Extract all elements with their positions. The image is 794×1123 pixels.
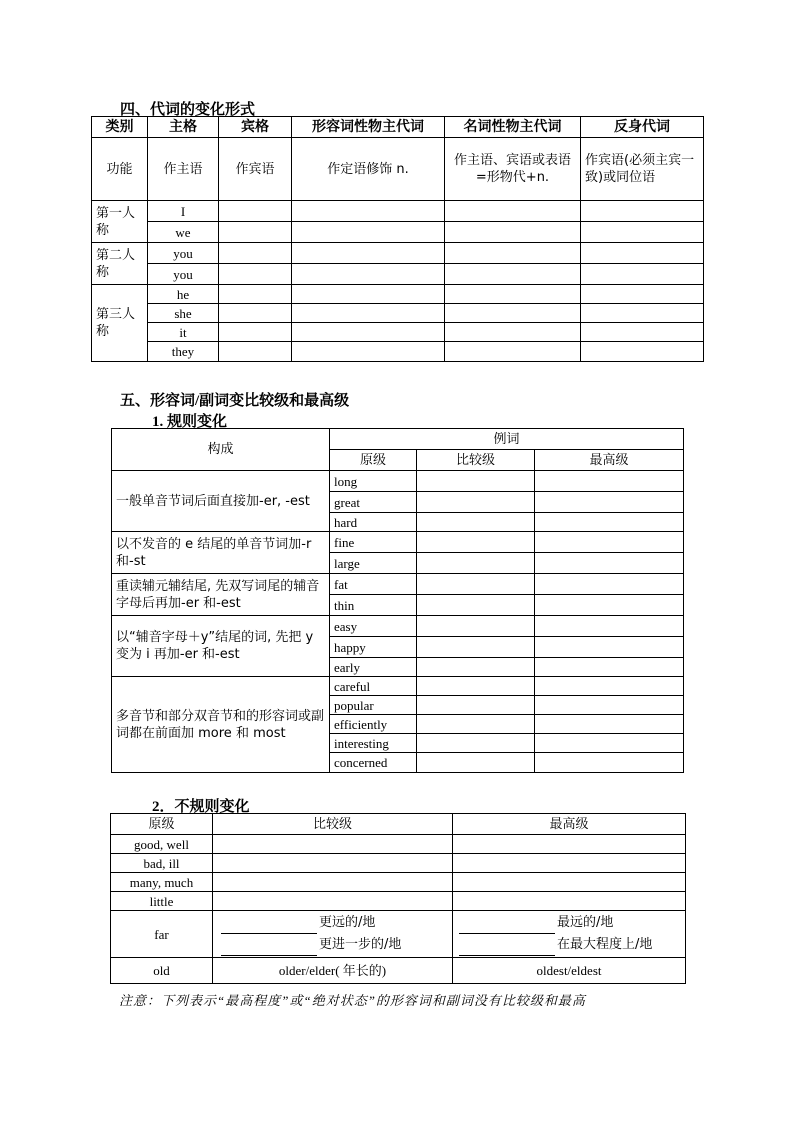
blank-cell xyxy=(213,835,453,854)
blank-cell xyxy=(219,304,292,323)
blank-cell xyxy=(581,323,704,342)
word-cell: thin xyxy=(330,595,417,616)
header-comparative: 比较级 xyxy=(417,450,535,471)
blank-cell xyxy=(417,658,535,677)
blank-cell xyxy=(535,492,684,513)
function-noun-possessive: 作主语、宾语或表语=形物代+n. xyxy=(445,138,581,201)
blank-cell xyxy=(535,637,684,658)
far-superlative-cell xyxy=(453,911,686,958)
pronoun-cell: you xyxy=(148,243,219,264)
blank-cell xyxy=(417,677,535,696)
word-cell: careful xyxy=(330,677,417,696)
irregular-base-cell: many, much xyxy=(111,873,213,892)
blank-cell xyxy=(581,243,704,264)
blank-cell xyxy=(535,696,684,715)
word-cell: great xyxy=(330,492,417,513)
pronoun-table xyxy=(91,116,704,362)
header-examples: 例词 xyxy=(330,429,684,450)
blank-cell xyxy=(535,513,684,532)
irregular-header-base: 原级 xyxy=(111,814,213,835)
header-form: 构成 xyxy=(112,429,330,471)
blank-cell xyxy=(417,753,535,773)
blank-cell xyxy=(445,222,581,243)
word-cell: hard xyxy=(330,513,417,532)
blank-cell xyxy=(417,715,535,734)
header-base: 原级 xyxy=(330,450,417,471)
blank-cell xyxy=(453,854,686,873)
word-cell: happy xyxy=(330,637,417,658)
irregular-subheading: 2．不规则变化 xyxy=(152,799,250,815)
note-text: 注意：下列表示“最高程度”或“绝对状态”的形容词和副词没有比较级和最高 xyxy=(119,993,586,1008)
blank-cell xyxy=(417,616,535,637)
blank-cell xyxy=(535,471,684,492)
irregular-header-superlative: 最高级 xyxy=(453,814,686,835)
pronoun-cell: you xyxy=(148,264,219,285)
pronoun-cell: I xyxy=(148,201,219,222)
blank-cell xyxy=(213,892,453,911)
blank-cell xyxy=(213,854,453,873)
regular-subheading: 1. 规则变化 xyxy=(152,414,228,430)
blank-cell xyxy=(453,873,686,892)
col-header-noun-possessive: 名词性物主代词 xyxy=(445,117,581,138)
blank-cell xyxy=(292,323,445,342)
old-superlative: oldest/eldest xyxy=(453,958,686,984)
irregular-base-old: old xyxy=(111,958,213,984)
far-comparative-1: 更远的/地 xyxy=(319,915,376,930)
col-header-objective: 宾格 xyxy=(219,117,292,138)
blank-cell xyxy=(417,637,535,658)
function-objective: 作宾语 xyxy=(219,138,292,201)
word-cell: easy xyxy=(330,616,417,637)
blank-cell xyxy=(292,285,445,304)
word-cell: efficiently xyxy=(330,715,417,734)
old-comparative: older/elder( 年长的) xyxy=(213,958,453,984)
blank-cell xyxy=(445,323,581,342)
blank-cell xyxy=(219,243,292,264)
col-header-category: 类别 xyxy=(92,117,148,138)
blank-cell xyxy=(535,658,684,677)
blank-cell xyxy=(219,285,292,304)
blank-cell xyxy=(292,222,445,243)
blank-cell xyxy=(292,342,445,362)
blank-cell xyxy=(581,285,704,304)
blank-cell xyxy=(453,892,686,911)
blank-cell xyxy=(417,532,535,553)
group-third-person: 第三人称 xyxy=(92,285,148,362)
header-superlative: 最高级 xyxy=(535,450,684,471)
function-adj-possessive: 作定语修饰 n. xyxy=(292,138,445,201)
function-nominative: 作主语 xyxy=(148,138,219,201)
blank-cell xyxy=(535,715,684,734)
blank-cell xyxy=(535,677,684,696)
word-cell: popular xyxy=(330,696,417,715)
blank-cell xyxy=(445,243,581,264)
blank-cell xyxy=(535,595,684,616)
blank-cell xyxy=(535,532,684,553)
blank-cell xyxy=(581,222,704,243)
regular-table xyxy=(111,428,684,773)
irregular-base-cell: little xyxy=(111,892,213,911)
fill-blank[interactable] xyxy=(459,919,555,934)
far-superlative-2: 在最大程度上/地 xyxy=(557,937,653,952)
word-cell: interesting xyxy=(330,734,417,753)
blank-cell xyxy=(213,873,453,892)
blank-cell xyxy=(445,264,581,285)
blank-cell xyxy=(417,734,535,753)
fill-blank[interactable] xyxy=(459,941,555,956)
blank-cell xyxy=(219,264,292,285)
blank-cell xyxy=(219,342,292,362)
blank-cell xyxy=(445,285,581,304)
blank-cell xyxy=(417,553,535,574)
pronoun-cell: it xyxy=(148,323,219,342)
word-cell: early xyxy=(330,658,417,677)
word-cell: fat xyxy=(330,574,417,595)
blank-cell xyxy=(417,696,535,715)
far-superlative-1: 最远的/地 xyxy=(557,915,614,930)
blank-cell xyxy=(292,201,445,222)
col-header-reflexive: 反身代词 xyxy=(581,117,704,138)
word-cell: long xyxy=(330,471,417,492)
blank-cell xyxy=(417,595,535,616)
section4-heading: 四、代词的变化形式 xyxy=(120,102,256,118)
blank-cell xyxy=(292,304,445,323)
blank-cell xyxy=(535,753,684,773)
pronoun-cell: they xyxy=(148,342,219,362)
pronoun-cell: we xyxy=(148,222,219,243)
word-cell: concerned xyxy=(330,753,417,773)
blank-cell xyxy=(417,574,535,595)
group-first-person: 第一人称 xyxy=(92,201,148,243)
blank-cell xyxy=(581,304,704,323)
blank-cell xyxy=(581,201,704,222)
col-header-nominative: 主格 xyxy=(148,117,219,138)
blank-cell xyxy=(445,201,581,222)
blank-cell xyxy=(581,342,704,362)
far-comparative-cell xyxy=(213,911,453,958)
blank-cell xyxy=(453,835,686,854)
rule-cell: 重读辅元辅结尾, 先双写词尾的辅音字母后再加-er 和-est xyxy=(112,574,330,616)
blank-cell xyxy=(219,323,292,342)
rule-cell: 以“辅音字母＋y”结尾的词, 先把 y 变为 i 再加-er 和-est xyxy=(112,616,330,677)
irregular-base-cell: good, well xyxy=(111,835,213,854)
rule-cell: 多音节和部分双音节和的形容词或副词都在前面加 more 和 most xyxy=(112,677,330,773)
group-second-person: 第二人称 xyxy=(92,243,148,285)
blank-cell xyxy=(292,264,445,285)
fill-blank[interactable] xyxy=(221,941,317,956)
function-label: 功能 xyxy=(92,138,148,201)
irregular-table xyxy=(110,813,686,984)
rule-cell: 一般单音节词后面直接加-er, -est xyxy=(112,471,330,532)
blank-cell xyxy=(535,734,684,753)
far-comparative-2: 更进一步的/地 xyxy=(319,937,402,952)
blank-cell xyxy=(417,471,535,492)
blank-cell xyxy=(445,304,581,323)
pronoun-cell: she xyxy=(148,304,219,323)
word-cell: fine xyxy=(330,532,417,553)
irregular-base-cell: bad, ill xyxy=(111,854,213,873)
function-reflexive: 作宾语(必须主宾一致)或同位语 xyxy=(581,138,704,201)
section5-heading: 五、形容词/副词变比较级和最高级 xyxy=(120,393,350,409)
fill-blank[interactable] xyxy=(221,919,317,934)
blank-cell xyxy=(292,243,445,264)
blank-cell xyxy=(535,553,684,574)
blank-cell xyxy=(417,513,535,532)
blank-cell xyxy=(219,201,292,222)
irregular-header-comparative: 比较级 xyxy=(213,814,453,835)
blank-cell xyxy=(445,342,581,362)
blank-cell xyxy=(535,574,684,595)
blank-cell xyxy=(219,222,292,243)
blank-cell xyxy=(581,264,704,285)
blank-cell xyxy=(417,492,535,513)
rule-cell: 以不发音的 e 结尾的单音节词加-r 和-st xyxy=(112,532,330,574)
blank-cell xyxy=(535,616,684,637)
irregular-base-far: far xyxy=(111,911,213,958)
pronoun-cell: he xyxy=(148,285,219,304)
word-cell: large xyxy=(330,553,417,574)
col-header-adj-possessive: 形容词性物主代词 xyxy=(292,117,445,138)
